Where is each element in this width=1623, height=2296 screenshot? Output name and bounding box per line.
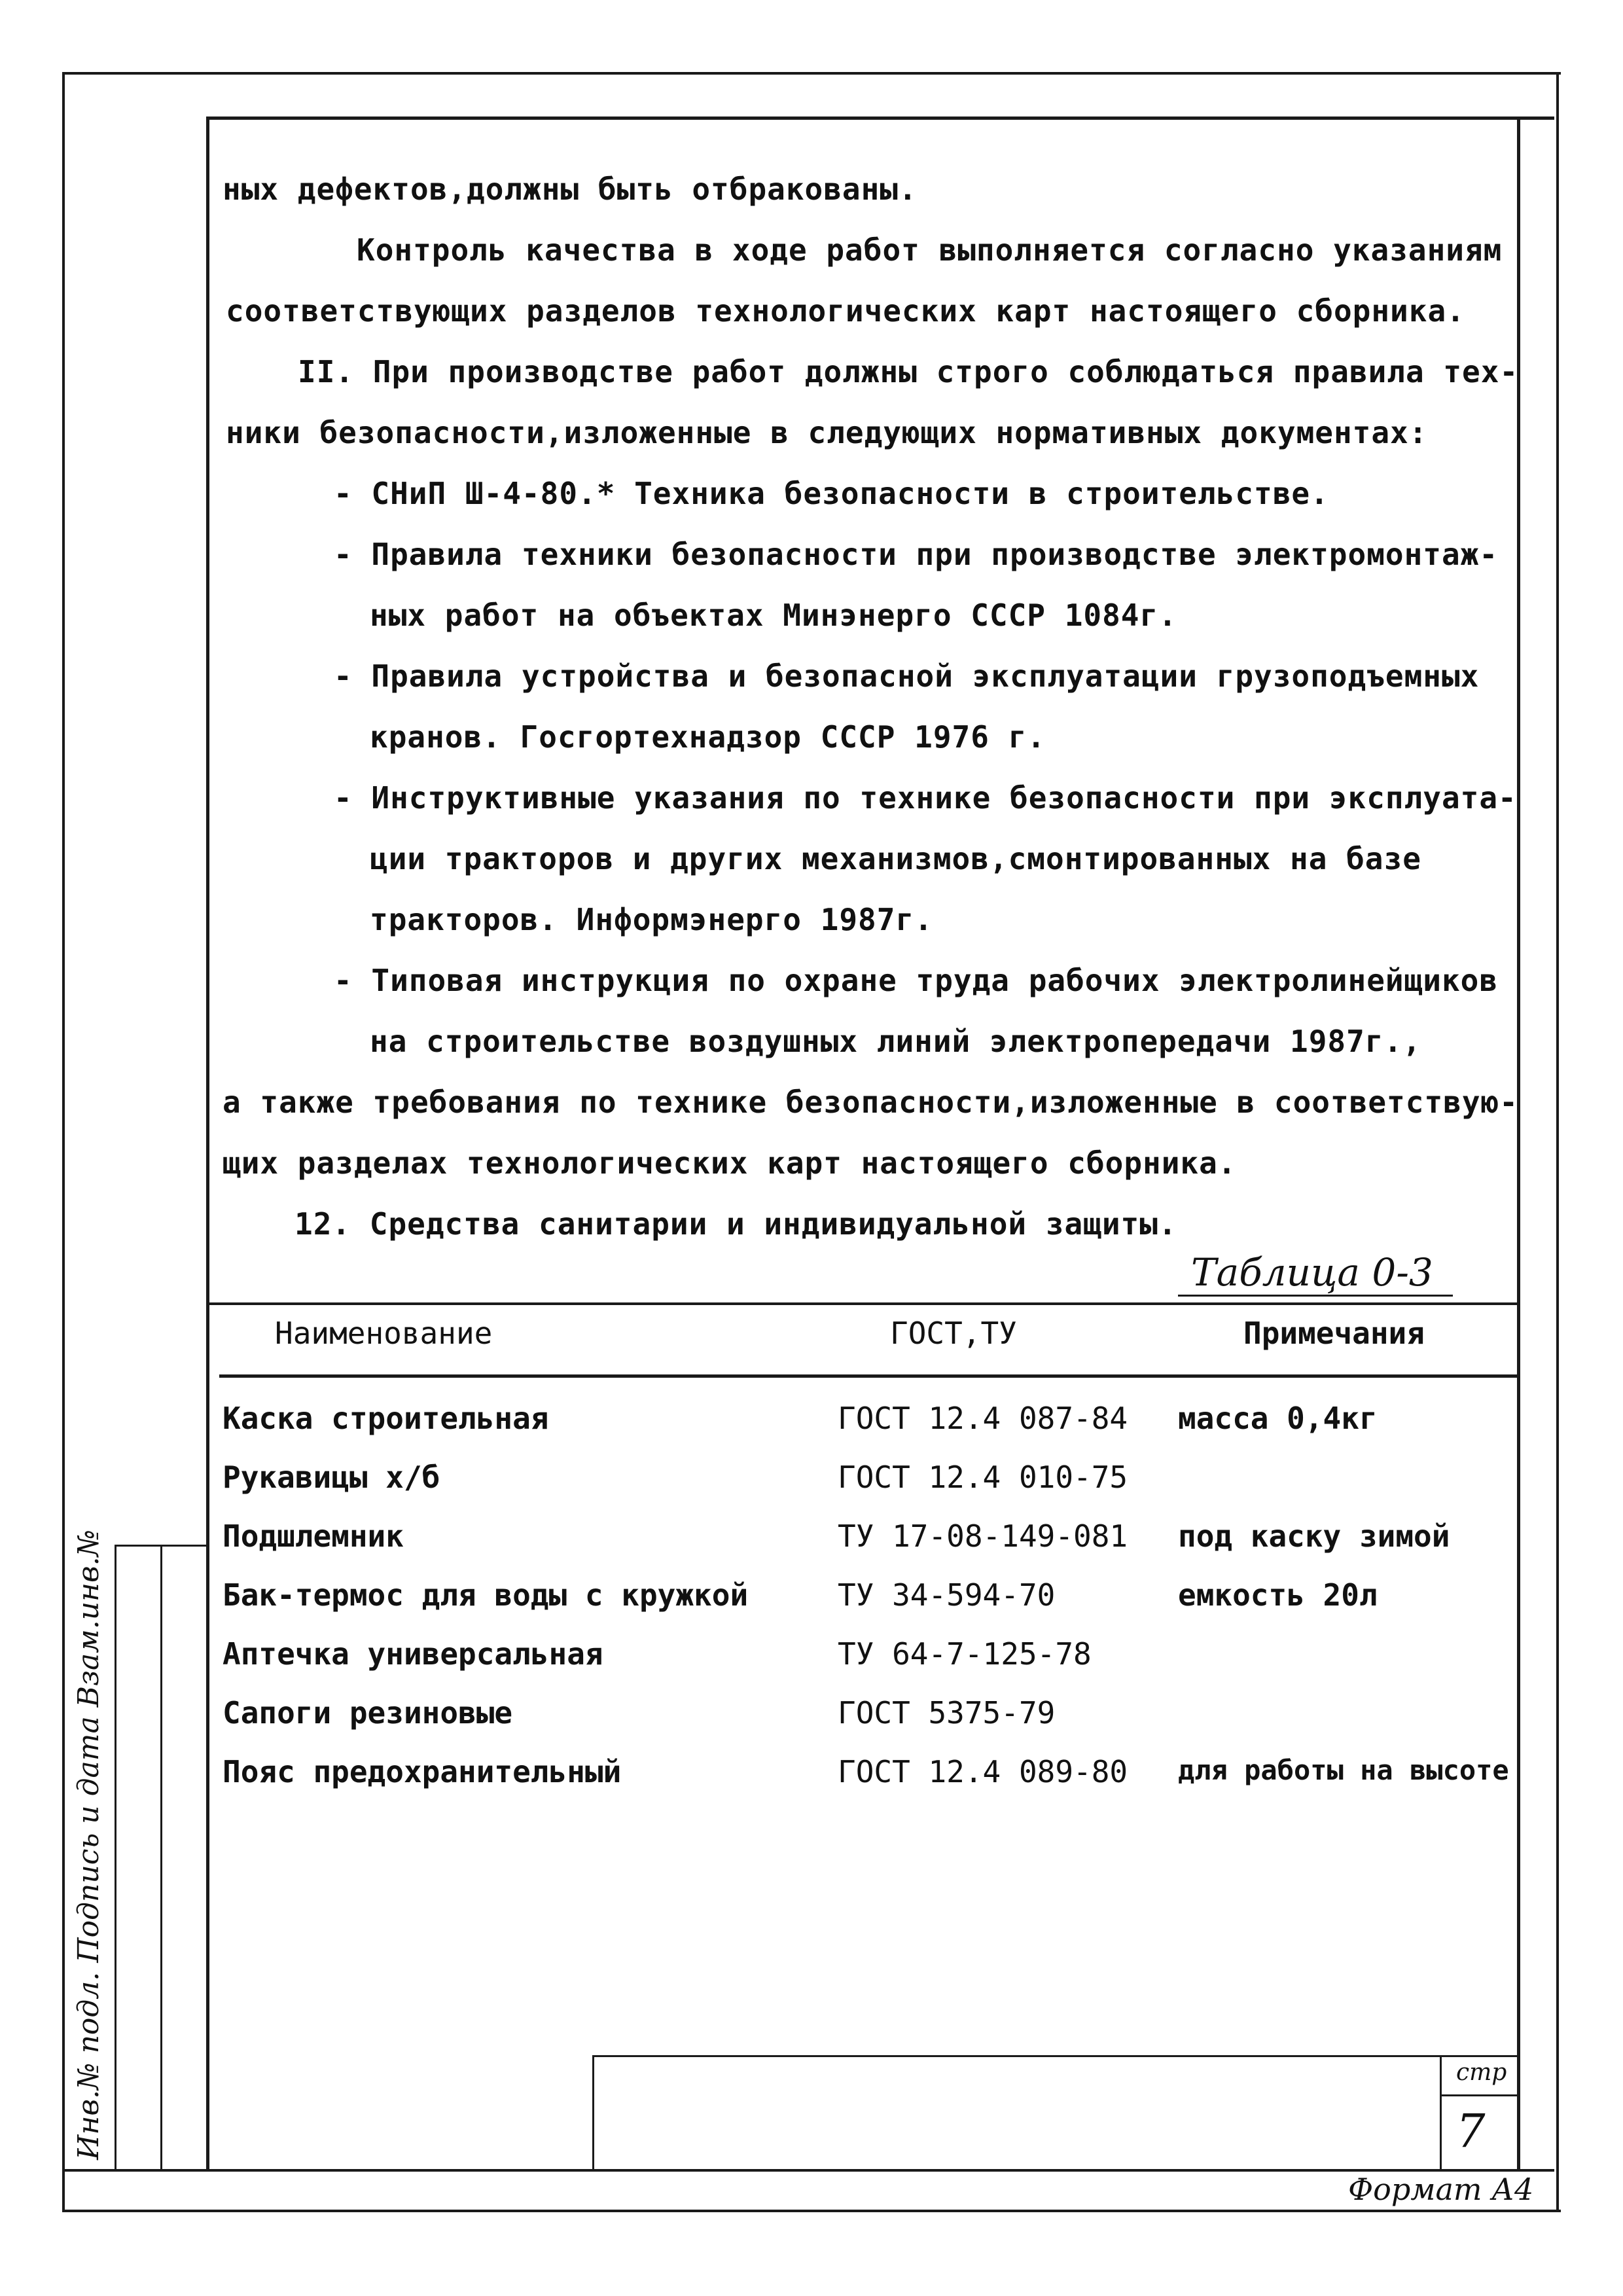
caption-underline	[1178, 1295, 1453, 1297]
cell-name: Бак-термос для воды с кружкой	[223, 1577, 749, 1613]
outer-frame-top	[62, 72, 1561, 75]
sidebar-col-2	[160, 1545, 162, 2170]
body-line: тракторов. Информэнерго 1987г.	[370, 902, 933, 937]
inner-frame-right	[1517, 117, 1520, 2172]
body-line: ники безопасности,изложенные в следующих нормативных документах:	[226, 415, 1428, 450]
body-line: - Типовая инструкция по охране труда рабочих электролинейщиков	[334, 963, 1499, 998]
outer-frame-bottom	[62, 2210, 1561, 2212]
sidebar-col-1	[115, 1545, 116, 2170]
cell-gost: ГОСТ 12.4 089-80	[838, 1754, 1128, 1789]
title-block	[592, 2055, 1517, 2172]
cell-name: Пояс предохранительный	[223, 1754, 622, 1789]
body-line: ции тракторов и других механизмов,смонтированных на базе	[370, 841, 1421, 876]
format-label: Формат А4	[1348, 2172, 1534, 2207]
body-line: - Правила техники безопасности при производстве электромонтаж-	[334, 537, 1499, 572]
cell-gost: ТУ 34-594-70	[838, 1577, 1056, 1613]
cell-note: для работы на высоте	[1178, 1754, 1509, 1786]
cell-gost: ТУ 17-08-149-081	[838, 1518, 1128, 1554]
body-line: ных дефектов,должны быть отбракованы.	[223, 171, 918, 207]
cell-name: Подшлемник	[223, 1518, 404, 1554]
body-line: соответствующих разделов технологических карт настоящего сборника.	[226, 293, 1465, 329]
body-line: - Инструктивные указания по технике безопасности при эксплуата-	[334, 780, 1517, 816]
page-label: стр	[1456, 2059, 1507, 2086]
sidebar-label: Инв.№ подл. Подпись и дата Взам.инв.№	[72, 1529, 105, 2160]
title-block-divider	[1440, 2055, 1442, 2170]
header-gost: ГОСТ,ТУ	[890, 1316, 1017, 1351]
body-line: Контроль качества в ходе работ выполняется согласно указаниям	[357, 232, 1503, 268]
body-line: II. При производстве работ должны строго соблюдаться правила тех-	[298, 354, 1519, 389]
outer-frame-right	[1556, 72, 1559, 2212]
cell-gost: ТУ 64-7-125-78	[838, 1636, 1092, 1672]
cell-name: Сапоги резиновые	[223, 1695, 513, 1731]
inner-frame-top	[206, 117, 1554, 120]
cell-name: Рукавицы х/б	[223, 1460, 440, 1495]
cell-note: под каску зимой	[1178, 1518, 1450, 1554]
cell-note: масса 0,4кг	[1178, 1401, 1378, 1436]
page-number: 7	[1456, 2104, 1486, 2158]
table-top-rule	[206, 1302, 1518, 1305]
cell-name: Каска строительная	[223, 1401, 549, 1436]
header-notes: Примечания	[1243, 1316, 1425, 1351]
cell-gost: ГОСТ 12.4 010-75	[838, 1460, 1128, 1495]
cell-name: Аптечка универсальная	[223, 1636, 603, 1672]
body-line: 12. Средства санитарии и индивидуальной защиты.	[294, 1206, 1177, 1242]
table-caption: Таблица 0-3	[1191, 1250, 1433, 1295]
body-line: - СНиП Ш-4-80.* Техника безопасности в строительстве.	[334, 476, 1329, 511]
outer-frame-left	[62, 72, 65, 2212]
sidebar-top	[115, 1545, 206, 1547]
body-line: - Правила устройства и безопасной эксплуатации грузоподъемных	[334, 658, 1480, 694]
body-line: кранов. Госгортехнадзор СССР 1976 г.	[370, 719, 1046, 755]
table-header-rule	[219, 1374, 1518, 1378]
body-line: а также требования по технике безопасности,изложенные в соответствую-	[223, 1085, 1518, 1120]
body-line: на строительстве воздушных линий электропередачи 1987г.,	[370, 1024, 1421, 1059]
cell-note: емкость 20л	[1178, 1577, 1378, 1613]
cell-gost: ГОСТ 5375-79	[838, 1695, 1056, 1731]
inner-frame-left	[206, 117, 209, 2172]
body-line: щих разделах технологических карт настоящего сборника.	[223, 1145, 1237, 1181]
body-line: ных работ на объектах Минэнерго СССР 1084г.	[370, 598, 1177, 633]
header-name: Наименование	[275, 1316, 493, 1351]
title-block-page-rule	[1440, 2094, 1518, 2096]
cell-gost: ГОСТ 12.4 087-84	[838, 1401, 1128, 1436]
